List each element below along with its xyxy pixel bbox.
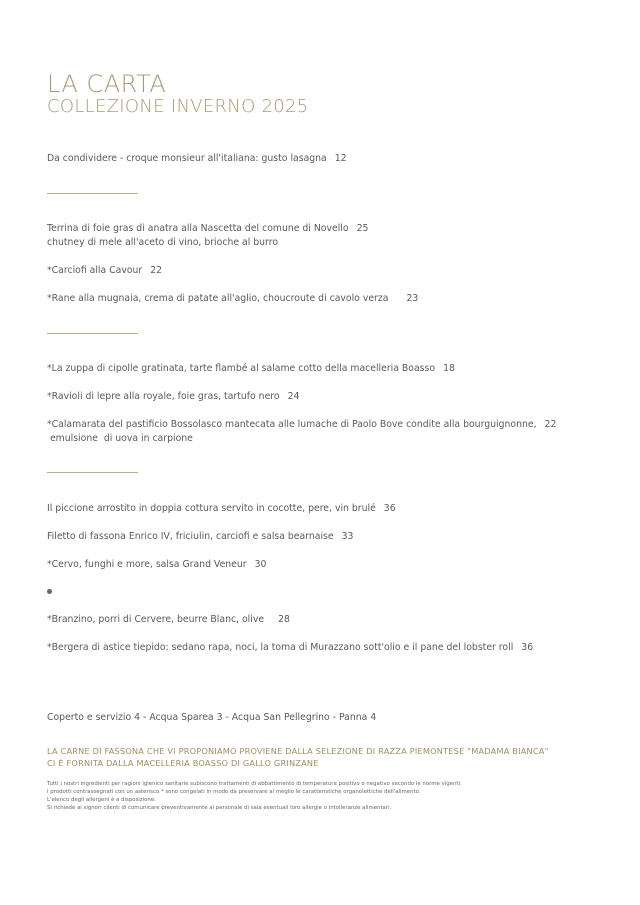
divider <box>47 193 138 194</box>
menu-item: *Calamarata del pastificio Bossolasco mantecata alle lumache di Paolo Bove condite alla bourguignonne, 22 emulsione di uova in carpione <box>47 419 557 444</box>
divider <box>47 472 138 473</box>
bullet-icon <box>47 589 52 594</box>
divider <box>47 333 138 334</box>
menu-item: *La zuppa di cipolle gratinata, tarte flambé al salame cotto della macelleria Boasso 18 <box>47 363 455 374</box>
cover-charge: Coperto e servizio 4 - Acqua Sparea 3 - Acqua San Pellegrino - Panna 4 <box>47 712 377 723</box>
menu-item: *Ravioli di lepre alla royale, foie gras, tartufo nero 24 <box>47 391 300 402</box>
menu-item: Da condividere - croque monsieur all'italiana: gusto lasagna 12 <box>47 153 347 164</box>
menu-item: *Carciofi alla Cavour 22 <box>47 265 163 276</box>
menu-item: *Cervo, funghi e more, salsa Grand Veneur 30 <box>47 559 267 570</box>
page-subtitle: COLLEZIONE INVERNO 2025 <box>47 96 309 117</box>
fine-print: Tutti i nostri ingredienti per ragioni igienico sanitarie subiscono trattamenti di abbattimento di temperatura positivo o negativo secondo le norme vigenti. I prodotti contrassegnati con un asterisco * sono congelati in modo da preservare al meglio le caratteristiche organolettiche dell'alimento. L'elenco degli allergeni è a disposizione. Si richiede ai signori clienti di comunicare preventivamente al personale di sala eventuali loro allergie o intolleranze alimentari. <box>47 781 462 811</box>
page-title: LA CARTA <box>47 70 167 98</box>
menu-item: *Branzino, porri di Cervere, beurre Blanc, olive 28 <box>47 614 290 625</box>
menu-item: Terrina di foie gras di anatra alla Nascetta del comune di Novello 25 chutney di mele all'aceto di vino, brioche al burro <box>47 223 369 248</box>
menu-item: Il piccione arrostito in doppia cottura servito in cocotte, pere, vin brulé 36 <box>47 503 396 514</box>
menu-item: *Rane alla mugnaia, crema di patate all'aglio, choucroute di cavolo verza 23 <box>47 293 419 304</box>
menu-item: *Bergera di astice tiepido: sedano rapa, noci, la toma di Murazzano sott'olio e il pane del lobster roll 36 <box>47 642 534 653</box>
fassona-notice: LA CARNE DI FASSONA CHE VI PROPONIAMO PROVIENE DALLA SELEZIONE DI RAZZA PIEMONTESE "MADAMA BIANCA" CI È FORNITA DALLA MACELLERIA BOASSO DI GALLO GRINZANE <box>47 746 549 768</box>
menu-item: Filetto di fassona Enrico IV, friciulin, carciofi e salsa bearnaise 33 <box>47 531 354 542</box>
